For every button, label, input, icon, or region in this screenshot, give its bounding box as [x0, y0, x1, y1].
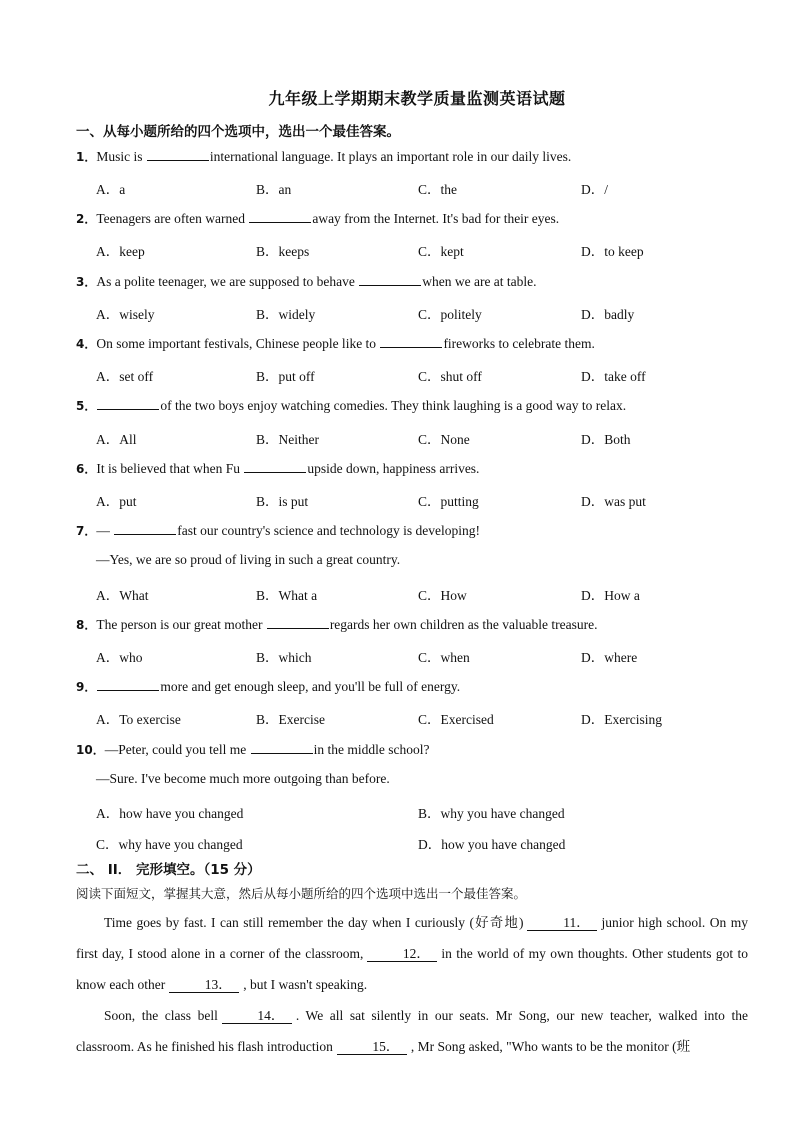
question-10: 10．—Peter, could you tell me in the middle school? [76, 742, 430, 757]
answer-blank [359, 272, 421, 286]
option-c: C．politely [418, 307, 482, 322]
answer-blank [97, 677, 159, 691]
question-8: 8．The person is our great mother regards her own children as the valuable treasure. [76, 617, 598, 632]
option-d: D．/ [581, 182, 608, 197]
option-a: A．wisely [96, 307, 155, 322]
option-b: B．put off [256, 369, 315, 384]
question-7: 7．— fast our country's science and technology is developing! [76, 523, 480, 538]
option-d: D．Exercising [581, 712, 662, 727]
option-b: B．an [256, 182, 292, 197]
question-1: 1．Music is international language. It plays an important role in our daily lives. [76, 149, 572, 164]
answer-blank [380, 334, 442, 348]
answer-blank [267, 615, 329, 629]
option-d: D．to keep [581, 244, 644, 259]
question-7-reply: —Yes, we are so proud of living in such a great country. [96, 552, 401, 567]
option-a: A．keep [96, 244, 145, 259]
option-a: A．set off [96, 369, 154, 384]
option-a: A．who [96, 650, 143, 665]
option-b: B．keeps [256, 244, 310, 259]
option-d: D．where [581, 650, 638, 665]
section2-instruction: 阅读下面短文，掌握其大意，然后从每小题所给的四个选项中选出一个最佳答案。 [76, 886, 527, 901]
option-c: C．kept [418, 244, 464, 259]
cloze-blank-12: 12． [367, 946, 437, 962]
option-b: B．Neither [256, 432, 319, 447]
option-c: C．putting [418, 494, 479, 509]
option-b: B．Exercise [256, 712, 325, 727]
option-d: D．Both [581, 432, 631, 447]
question-6: 6．It is believed that when Fu upside down, happiness arrives. [76, 461, 480, 476]
answer-blank [97, 396, 159, 410]
section2-heading: 二、 II． 完形填空。（15 分） [76, 862, 261, 878]
option-d: D．how you have changed [418, 837, 566, 852]
cloze-blank-13: 13． [169, 977, 239, 993]
option-b: B．which [256, 650, 312, 665]
question-2: 2．Teenagers are often warned away from the Internet. It's bad for their eyes. [76, 211, 560, 226]
option-c: C．when [418, 650, 470, 665]
option-a: A．What [96, 588, 149, 603]
option-d: D．was put [581, 494, 646, 509]
cloze-blank-11: 11． [527, 915, 597, 931]
question-9: 9． more and get enough sleep, and you'll be full of energy. [76, 679, 461, 694]
option-b: B．What a [256, 588, 318, 603]
option-c: C．why have you changed [96, 837, 243, 852]
answer-blank [244, 459, 306, 473]
option-a: A．All [96, 432, 137, 447]
option-a: A．To exercise [96, 712, 181, 727]
passage-paragraph-1: Time goes by fast. I can still remember the day when I curiously (好奇地) 11． junior high school. On my first day, I stood alone in a corner of the classroom, 12． in the world of my own thoughts. Other students got to know each other 13． , but I wasn't speaking. [76, 915, 748, 992]
cloze-passage [76, 907, 748, 1062]
option-c: C．shut off [418, 369, 482, 384]
question-10-reply: —Sure. I've become much more outgoing than before. [96, 771, 390, 786]
passage-paragraph-2: Soon, the class bell 14． . We all sat silently in our seats. Mr Song, our new teacher, walked into the classroom. As he finished his flash introduction 15． , Mr Song asked, "Who wants to be the monitor (班 [76, 1008, 748, 1054]
question-5: 5． of the two boys enjoy watching comedies. They think laughing is a good way to relax. [76, 398, 627, 413]
option-b: B．widely [256, 307, 316, 322]
answer-blank [249, 209, 311, 223]
answer-blank [147, 147, 209, 161]
option-d: D．How a [581, 588, 640, 603]
option-c: C．Exercised [418, 712, 494, 727]
option-a: A．put [96, 494, 137, 509]
option-c: C．the [418, 182, 457, 197]
option-a: A．a [96, 182, 126, 197]
option-c: C．None [418, 432, 470, 447]
answer-blank [114, 521, 176, 535]
option-c: C．How [418, 588, 467, 603]
page-title: 九年级上学期期末教学质量监测英语试题 [268, 89, 566, 108]
cloze-blank-15: 15． [337, 1039, 407, 1055]
option-a: A．how have you changed [96, 806, 244, 821]
answer-blank [251, 740, 313, 754]
option-d: D．take off [581, 369, 646, 384]
option-b: B．is put [256, 494, 309, 509]
question-4: 4．On some important festivals, Chinese people like to fireworks to celebrate them. [76, 336, 595, 351]
option-d: D．badly [581, 307, 635, 322]
question-3: 3．As a polite teenager, we are supposed to behave when we are at table. [76, 274, 537, 289]
section1-heading: 一、从每小题所给的四个选项中，选出一个最佳答案。 [76, 124, 400, 140]
cloze-blank-14: 14． [222, 1008, 292, 1024]
option-b: B．why you have changed [418, 806, 565, 821]
